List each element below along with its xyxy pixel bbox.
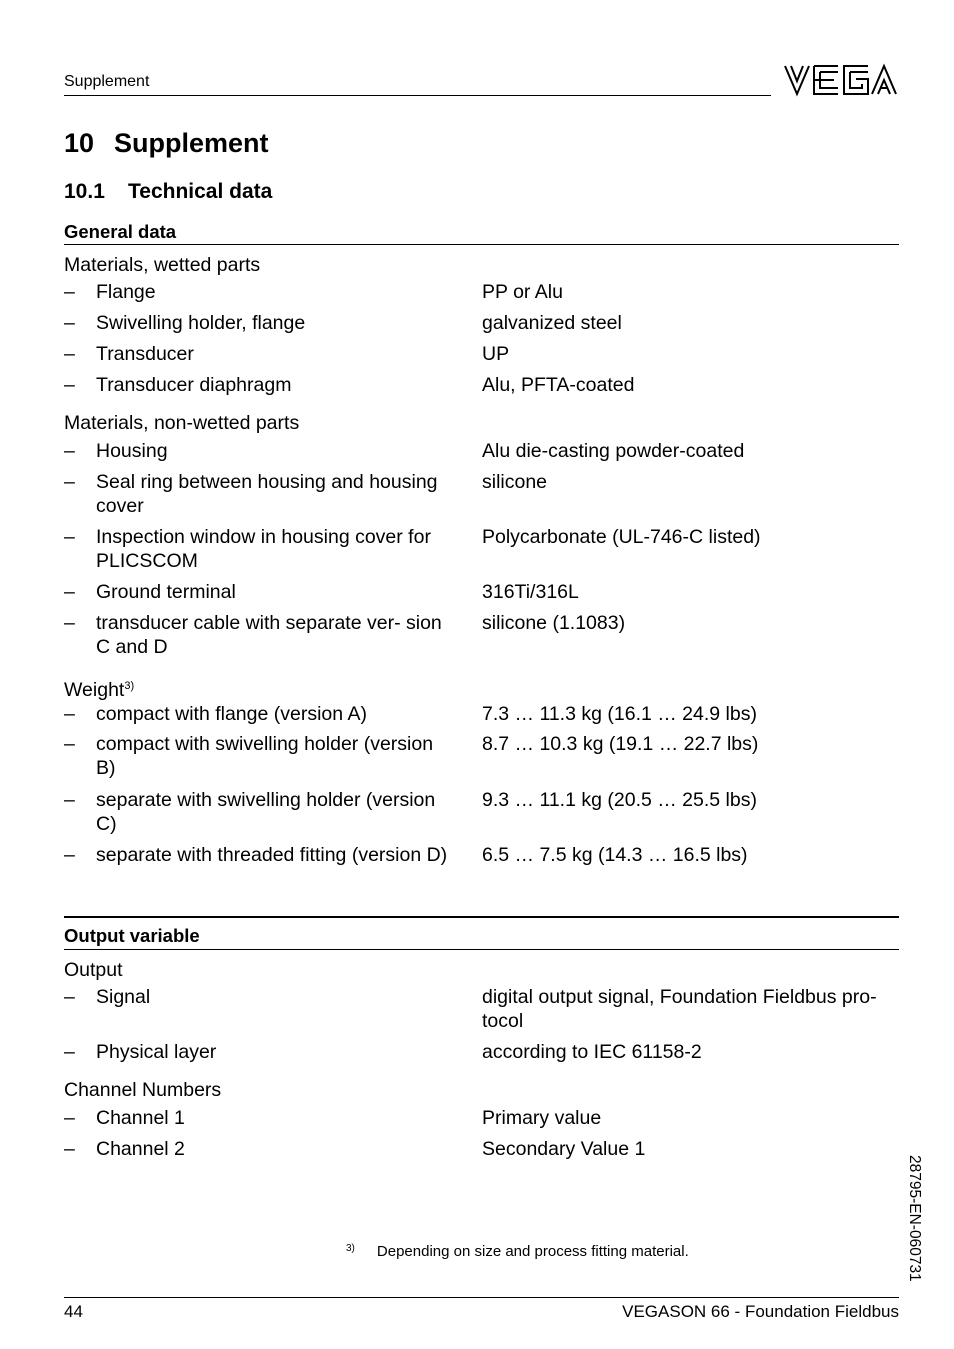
subchapter-heading xyxy=(64,180,272,204)
spec-label: Channel 2 xyxy=(96,1138,185,1160)
dash-bullet: – xyxy=(64,281,75,303)
document-code-vertical xyxy=(891,1155,931,1295)
spec-label: Housing xyxy=(96,440,168,462)
output-section-top-rule xyxy=(64,916,899,918)
chapter-number: 10 xyxy=(64,128,95,158)
spec-label: Seal ring between housing and housing cover xyxy=(96,471,438,517)
spec-value: Secondary Value 1 xyxy=(482,1138,646,1160)
dash-bullet: – xyxy=(64,581,75,603)
spec-value: 7.3 … 11.3 kg (16.1 … 24.9 lbs) xyxy=(482,703,757,725)
spec-value: digital output signal, Foundation Fieldbus pro- tocol xyxy=(482,986,877,1032)
group-label: Output xyxy=(64,959,123,981)
footer-document-title: VEGASON 66 - Foundation Fieldbus xyxy=(622,1302,899,1321)
spec-value: UP xyxy=(482,343,510,365)
output-variable-heading: Output variable xyxy=(64,925,200,946)
dash-bullet: – xyxy=(64,526,75,548)
header-rule xyxy=(64,95,771,96)
document-code: 28795-EN-060731 xyxy=(906,1155,923,1282)
dash-bullet: – xyxy=(64,312,75,334)
dash-bullet: – xyxy=(64,440,75,462)
spec-label: Ground terminal xyxy=(96,581,236,603)
spec-value: 6.5 … 7.5 kg (14.3 … 16.5 lbs) xyxy=(482,844,748,866)
chapter-heading xyxy=(64,128,269,159)
group-label: Channel Numbers xyxy=(64,1079,222,1101)
spec-label: Channel 1 xyxy=(96,1107,185,1129)
spec-label: compact with flange (version A) xyxy=(96,703,367,725)
chapter-title: Supplement xyxy=(114,128,269,158)
dash-bullet: – xyxy=(64,844,75,866)
vega-logo xyxy=(782,62,900,98)
dash-bullet: – xyxy=(64,1041,75,1063)
subchapter-number: 10.1 xyxy=(64,180,105,203)
spec-value: Primary value xyxy=(482,1107,602,1129)
dash-bullet: – xyxy=(64,703,75,725)
group-label: Materials, non-wetted parts xyxy=(64,412,300,434)
dash-bullet: – xyxy=(64,471,75,493)
spec-value: Alu die-casting powder-coated xyxy=(482,440,745,462)
spec-label: Signal xyxy=(96,986,151,1008)
footnote-text: Depending on size and process fitting material. xyxy=(376,1243,689,1260)
spec-value: galvanized steel xyxy=(482,312,622,334)
footer-rule xyxy=(64,1297,899,1298)
dash-bullet: – xyxy=(64,1107,75,1129)
spec-label: transducer cable with separate ver- sion C and D xyxy=(96,612,442,658)
footnote-ref: 3) xyxy=(124,680,135,692)
spec-value: Polycarbonate (UL-746-C listed) xyxy=(482,526,761,548)
dash-bullet: – xyxy=(64,1138,75,1160)
spec-label: Transducer xyxy=(96,343,194,365)
spec-value: 8.7 … 10.3 kg (19.1 … 22.7 lbs) xyxy=(482,733,759,755)
group-label xyxy=(64,674,464,702)
footnote-mark: 3) xyxy=(346,1243,355,1254)
output-section-rule xyxy=(64,949,899,950)
general-data-rule xyxy=(64,244,899,245)
dash-bullet: – xyxy=(64,986,75,1008)
spec-label: Physical layer xyxy=(96,1041,217,1063)
dash-bullet: – xyxy=(64,789,75,811)
spec-label: separate with swivelling holder (version C) xyxy=(96,789,436,835)
footnote xyxy=(346,1243,689,1260)
spec-value: silicone (1.1083) xyxy=(482,612,626,634)
spec-label: Flange xyxy=(96,281,156,303)
weight-label: Weight xyxy=(64,679,125,701)
group-label: Materials, wetted parts xyxy=(64,254,261,276)
spec-label: compact with swivelling holder (version B) xyxy=(96,733,434,779)
dash-bullet: – xyxy=(64,343,75,365)
subchapter-title: Technical data xyxy=(128,180,273,203)
spec-value: according to IEC 61158-2 xyxy=(482,1041,702,1063)
spec-value: 9.3 … 11.1 kg (20.5 … 25.5 lbs) xyxy=(482,789,757,811)
spec-value: 316Ti/316L xyxy=(482,581,579,603)
running-header: Supplement xyxy=(64,73,150,90)
spec-value: PP or Alu xyxy=(482,281,563,303)
dash-bullet: – xyxy=(64,374,75,396)
dash-bullet: – xyxy=(64,612,75,634)
page-number: 44 xyxy=(64,1302,83,1321)
general-data-heading: General data xyxy=(64,221,177,242)
spec-value: silicone xyxy=(482,471,548,493)
spec-label: separate with threaded fitting (version D) xyxy=(96,844,448,866)
spec-label: Transducer diaphragm xyxy=(96,374,292,396)
spec-label: Inspection window in housing cover for PLICSCOM xyxy=(96,526,431,572)
spec-label: Swivelling holder, flange xyxy=(96,312,306,334)
dash-bullet: – xyxy=(64,733,75,755)
spec-value: Alu, PFTA-coated xyxy=(482,374,635,396)
